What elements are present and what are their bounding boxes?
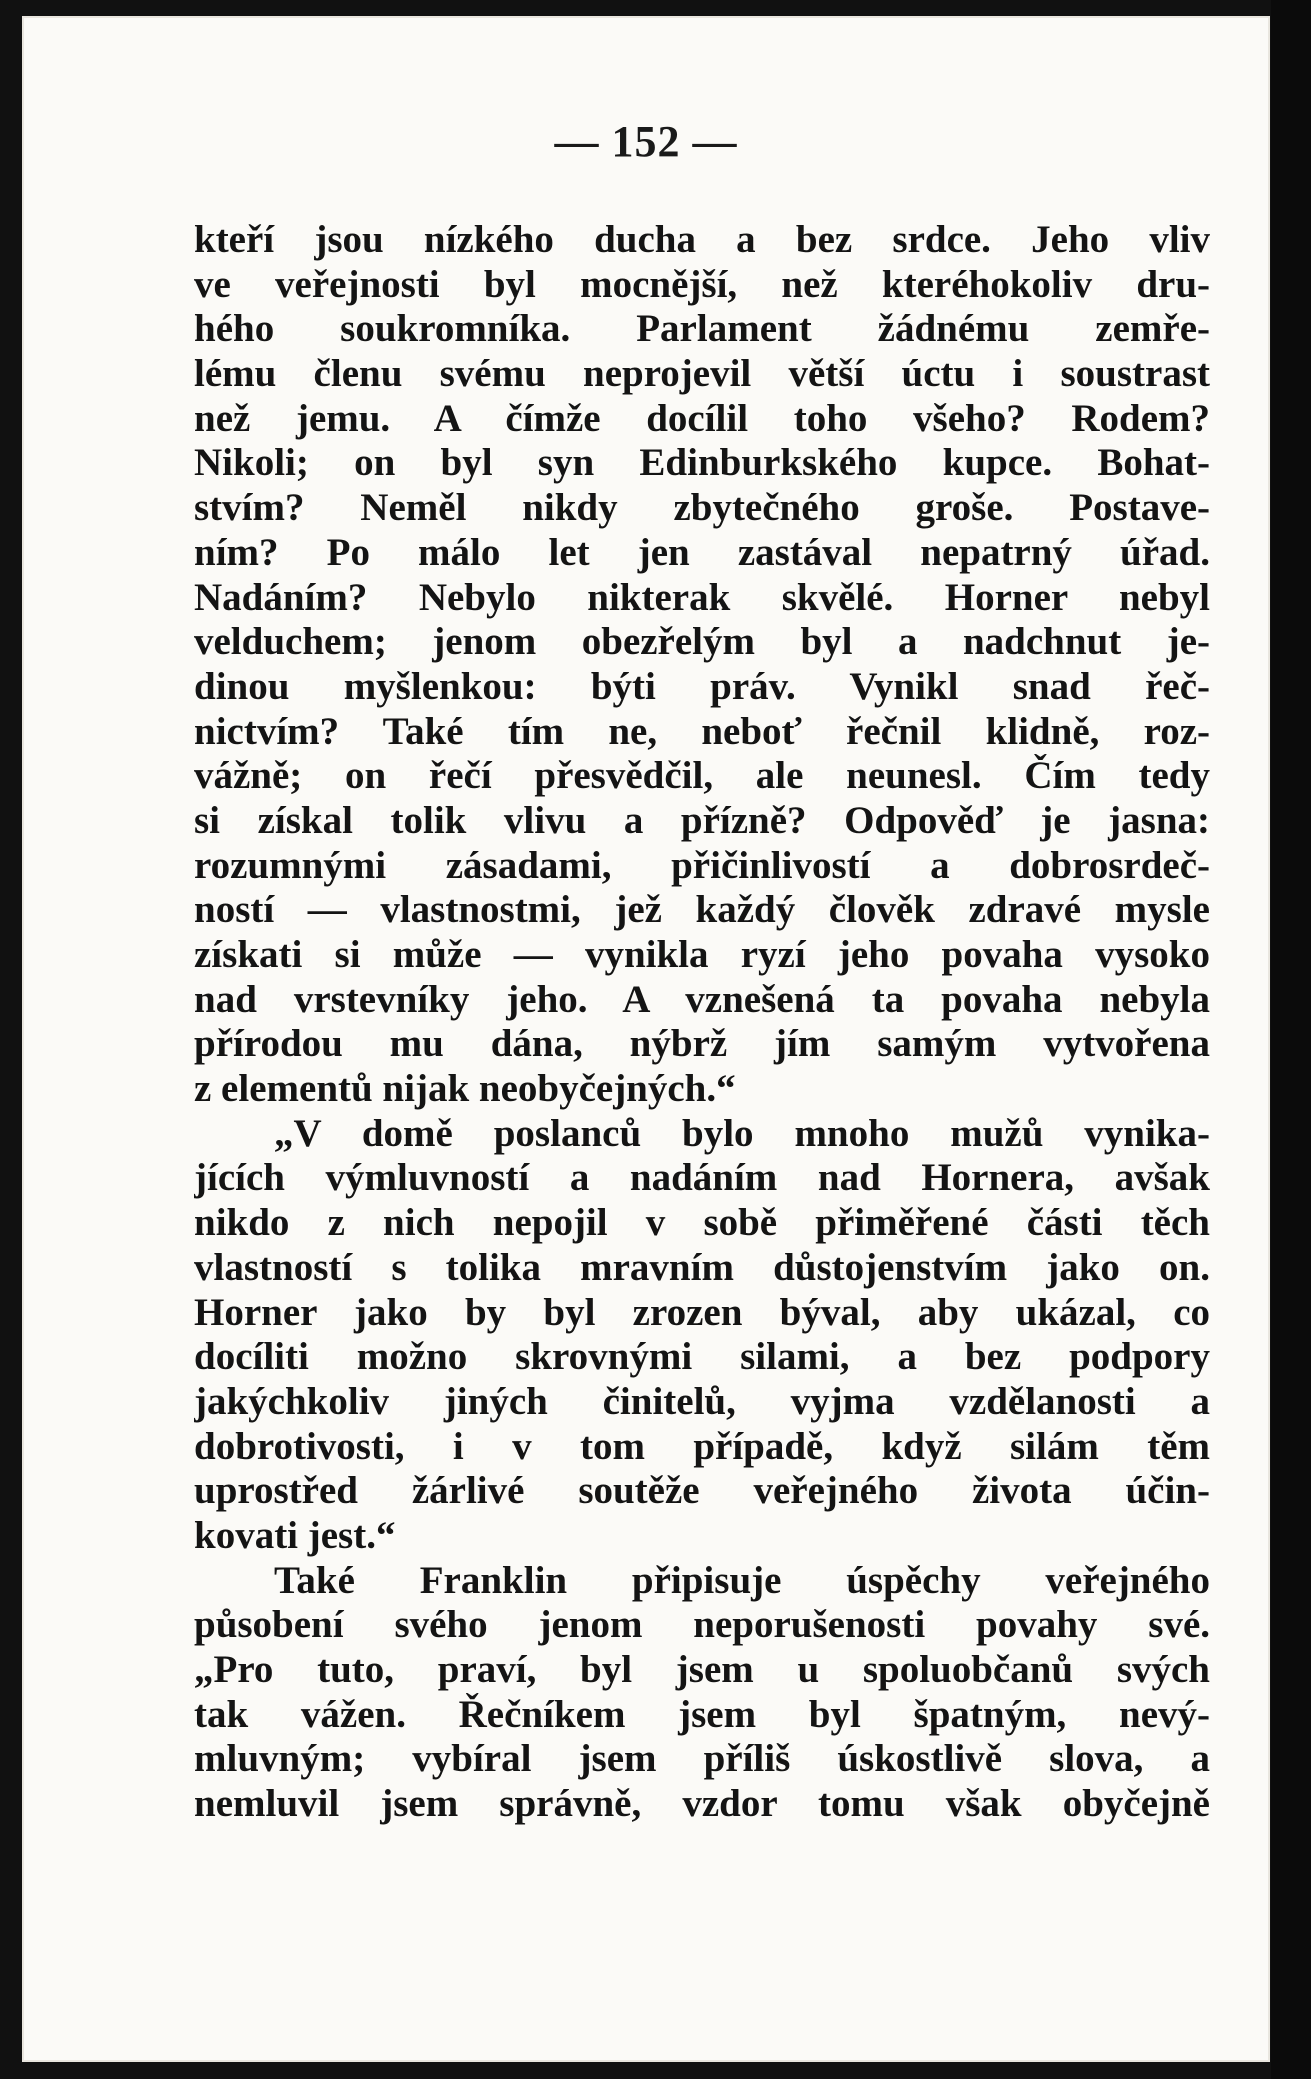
text-line: si získal tolik vlivu a přízně? Odpověď je jasna: [194, 798, 1210, 842]
text-line: nemluvil jsem správně, vzdor tomu však obyčejně [194, 1782, 1210, 1826]
scan-edge [1271, 0, 1311, 2079]
text-line: „V domě poslanců bylo mnoho mužů vynika- [274, 1111, 1210, 1155]
text-line: vážně; on řečí přesvědčil, ale neunesl. Čím tedy [194, 754, 1210, 798]
text-line: Horner jako by byl zrozen býval, aby ukázal, co [194, 1290, 1210, 1334]
text-line: Nadáním? Nebylo nikterak skvělé. Horner nebyl [194, 575, 1210, 619]
book-page [22, 16, 1270, 2062]
text-line: ve veřejnosti byl mocnější, než kteréhokoliv dru- [194, 262, 1210, 306]
text-line: „Pro tuto, praví, byl jsem u spoluobčanů svých [194, 1648, 1210, 1691]
page-number: — 152 — [554, 117, 738, 166]
text-line: nad vrstevníky jeho. A vznešená ta povaha nebyla [194, 977, 1210, 1021]
body-text [194, 218, 1210, 1827]
text-line: stvím? Neměl nikdy zbytečného groše. Postave- [194, 486, 1210, 530]
text-line: kovati jest.“ [194, 1513, 396, 1557]
text-line: nictvím? Také tím ne, neboť řečnil klidně, roz- [194, 709, 1210, 753]
text-line: docíliti možno skrovnými silami, a bez podpory [194, 1335, 1210, 1379]
text-line: velduchem; jenom obezřelým byl a nadchnut je- [194, 620, 1210, 664]
text-line: kteří jsou nízkého ducha a bez srdce. Jeho vliv [194, 218, 1210, 261]
text-line: jících výmluvností a nadáním nad Hornera, avšak [194, 1156, 1210, 1200]
text-line: z elementů nijak neobyčejných.“ [194, 1067, 736, 1111]
text-line: vlastností s tolika mravním důstojenstvím jako on. [194, 1245, 1210, 1289]
text-line: mluvným; vybíral jsem příliš úskostlivě slova, a [194, 1737, 1210, 1781]
text-line: přírodou mu dána, nýbrž jím samým vytvořena [194, 1022, 1210, 1066]
text-line: než jemu. A čímže docílil toho všeho? Rodem? [194, 396, 1210, 440]
text-line: hého soukromníka. Parlament žádnému zemře- [194, 307, 1210, 351]
text-line: Nikoli; on byl syn Edinburkského kupce. Bohat- [194, 441, 1210, 485]
text-line: rozumnými zásadami, přičinlivostí a dobrosrdeč- [194, 843, 1210, 887]
text-line: ním? Po málo let jen zastával nepatrný úřad. [194, 530, 1210, 574]
text-line: získati si může — vynikla ryzí jeho povaha vysoko [194, 933, 1210, 976]
text-line: působení svého jenom neporušenosti povahy své. [194, 1603, 1210, 1647]
text-line: lému členu svému neprojevil větší úctu i soustrast [194, 352, 1210, 396]
text-line: ností — vlastnostmi, jež každý člověk zdravé mysle [194, 888, 1210, 932]
text-line: tak vážen. Řečníkem jsem byl špatným, nevý- [194, 1692, 1210, 1736]
text-line: jakýchkoliv jiných činitelů, vyjma vzdělanosti a [194, 1379, 1210, 1423]
text-line: Také Franklin připisuje úspěchy veřejného [274, 1558, 1210, 1602]
text-line: nikdo z nich nepojil v sobě přiměřené části těch [194, 1201, 1210, 1245]
text-line: uprostřed žárlivé soutěže veřejného života účin- [194, 1469, 1210, 1513]
text-line: dobrotivosti, i v tom případě, když silám těm [194, 1424, 1210, 1468]
text-line: dinou myšlenkou: býti práv. Vynikl snad řeč- [194, 664, 1210, 708]
